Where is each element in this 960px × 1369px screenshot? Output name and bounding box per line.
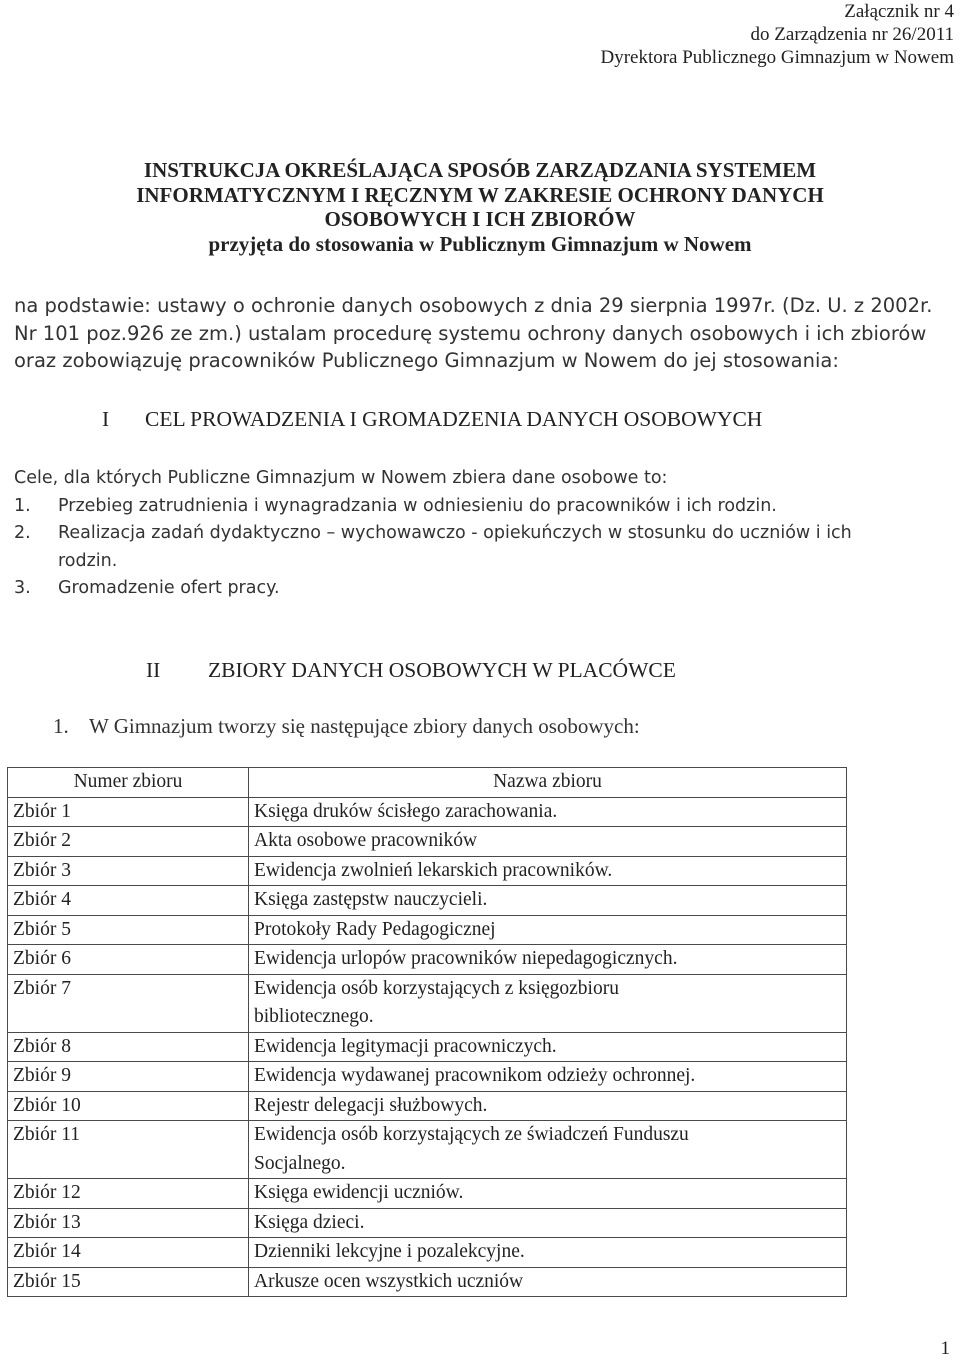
annex-line: do Zarządzenia nr 26/2011: [750, 24, 954, 45]
list-item-number: 3.: [14, 578, 31, 598]
table-row: [8, 1267, 847, 1297]
set-name-cell: Protokoły Rady Pedagogicznej: [249, 915, 847, 945]
document-title: [0, 158, 960, 256]
data-sets-table: [7, 767, 847, 1297]
intro-line: na podstawie: ustawy o ochronie danych osobowych z dnia 29 sierpnia 1997r. (Dz. U. z 2002r.: [14, 294, 933, 317]
intro-line: oraz zobowiązuję pracowników Publicznego Gimnazjum w Nowem do jej stosowania:: [14, 349, 839, 372]
table-row: [8, 1179, 847, 1209]
title-line: przyjęta do stosowania w Publicznym Gimnazjum w Nowem: [208, 231, 752, 256]
set-number-cell: Zbiór 14: [8, 1238, 249, 1268]
set-number-cell: Zbiór 7: [8, 974, 249, 1032]
table-row: [8, 1032, 847, 1062]
list-item-number: 2.: [14, 523, 31, 543]
set-number-cell: Zbiór 12: [8, 1179, 249, 1209]
annex-line: Załącznik nr 4: [844, 1, 954, 22]
set-number-cell: Zbiór 11: [8, 1121, 249, 1179]
annex-header: [600, 0, 954, 69]
intro-line: Nr 101 poz.926 ze zm.) ustalam procedurę systemu ochrony danych osobowych i ich zbiorów: [14, 321, 927, 345]
set-name-cell: Rejestr delegacji służbowych.: [249, 1091, 847, 1121]
section-1-number: I: [102, 407, 110, 431]
set-name-cell: Ewidencja wydawanej pracownikom odzieży ochronnej.: [249, 1062, 847, 1092]
table-header-row: [8, 768, 847, 798]
set-name-cell: Księga druków ścisłego zarachowania.: [249, 797, 847, 827]
table-row: [8, 915, 847, 945]
set-number-cell: Zbiór 9: [8, 1062, 249, 1092]
table-row: [8, 1062, 847, 1092]
section-2-subitem: [53, 714, 640, 739]
column-header-number: Numer zbioru: [8, 768, 249, 798]
title-line: INSTRUKCJA OKREŚLAJĄCA SPOSÓB ZARZĄDZANIA SYSTEMEM: [143, 158, 817, 182]
purposes-lead-text: Cele, dla których Publiczne Gimnazjum w Nowem zbiera dane osobowe to:: [14, 468, 668, 488]
subitem-text: W Gimnazjum tworzy się następujące zbiory danych osobowych:: [89, 714, 640, 738]
set-name-cell: Księga dzieci.: [249, 1208, 847, 1238]
set-name-cell: Ewidencja zwolnień lekarskich pracowników.: [249, 856, 847, 886]
set-name-cell: Ewidencja legitymacji pracowniczych.: [249, 1032, 847, 1062]
page-number: 1: [940, 1338, 950, 1359]
set-number-cell: Zbiór 4: [8, 886, 249, 916]
list-item-text: rodzin.: [58, 550, 118, 571]
list-item-text: Gromadzenie ofert pracy.: [58, 578, 280, 598]
title-line: OSOBOWYCH I ICH ZBIORÓW: [324, 207, 636, 231]
annex-line: Dyrektora Publicznego Gimnazjum w Nowem: [600, 47, 954, 68]
subitem-number: 1.: [53, 714, 69, 738]
set-number-cell: Zbiór 8: [8, 1032, 249, 1062]
list-item-text: Przebieg zatrudnienia i wynagradzania w odniesieniu do pracowników i ich rodzin.: [58, 495, 777, 516]
table-body: [8, 797, 847, 1297]
set-number-cell: Zbiór 15: [8, 1267, 249, 1297]
title-line: INFORMATYCZNYM I RĘCZNYM W ZAKRESIE OCHRONY DANYCH: [136, 182, 824, 207]
table-row: [8, 1208, 847, 1238]
purposes-lead: [14, 465, 959, 493]
intro-paragraph: [14, 292, 954, 375]
table-row: [8, 827, 847, 857]
table-row: [8, 974, 847, 1032]
set-number-cell: Zbiór 3: [8, 856, 249, 886]
set-number-cell: Zbiór 13: [8, 1208, 249, 1238]
section-2-number: II: [146, 658, 161, 682]
set-name-cell: Ewidencja urlopów pracowników niepedagogicznych.: [249, 945, 847, 975]
table-row: [8, 1091, 847, 1121]
set-number-cell: Zbiór 10: [8, 1091, 249, 1121]
set-name-cell: Arkusze ocen wszystkich uczniów: [249, 1267, 847, 1297]
list-item-number: 1.: [14, 495, 31, 516]
set-name-cell: Księga zastępstw nauczycieli.: [249, 886, 847, 916]
set-name-cell: Księga ewidencji uczniów.: [249, 1179, 847, 1209]
list-item: [14, 520, 959, 548]
table-row: [8, 886, 847, 916]
set-name-cell: Ewidencja osób korzystających z księgozbioru bibliotecznego.: [249, 974, 847, 1032]
set-number-cell: Zbiór 1: [8, 797, 249, 827]
column-header-name: Nazwa zbioru: [249, 768, 847, 798]
set-name-cell: Ewidencja osób korzystających ze świadczeń Funduszu Socjalnego.: [249, 1121, 847, 1179]
table-row: [8, 945, 847, 975]
list-item-continuation: [14, 548, 959, 576]
set-name-cell: Akta osobowe pracowników: [249, 827, 847, 857]
set-number-cell: Zbiór 5: [8, 915, 249, 945]
table-row: [8, 1238, 847, 1268]
set-number-cell: Zbiór 6: [8, 945, 249, 975]
table-row: [8, 1121, 847, 1179]
section-1-title: CEL PROWADZENIA I GROMADZENIA DANYCH OSOBOWYCH: [145, 407, 763, 431]
list-item: [14, 493, 959, 521]
set-number-cell: Zbiór 2: [8, 827, 249, 857]
section-2-title: ZBIORY DANYCH OSOBOWYCH W PLACÓWCE: [208, 658, 676, 682]
list-item: [14, 575, 959, 603]
table-row: [8, 797, 847, 827]
purposes-list: [14, 465, 959, 603]
table-row: [8, 856, 847, 886]
list-item-text: Realizacja zadań dydaktyczno – wychowawczo - opiekuńczych w stosunku do uczniów i ich: [58, 523, 852, 543]
set-name-cell: Dzienniki lekcyjne i pozalekcyjne.: [249, 1238, 847, 1268]
